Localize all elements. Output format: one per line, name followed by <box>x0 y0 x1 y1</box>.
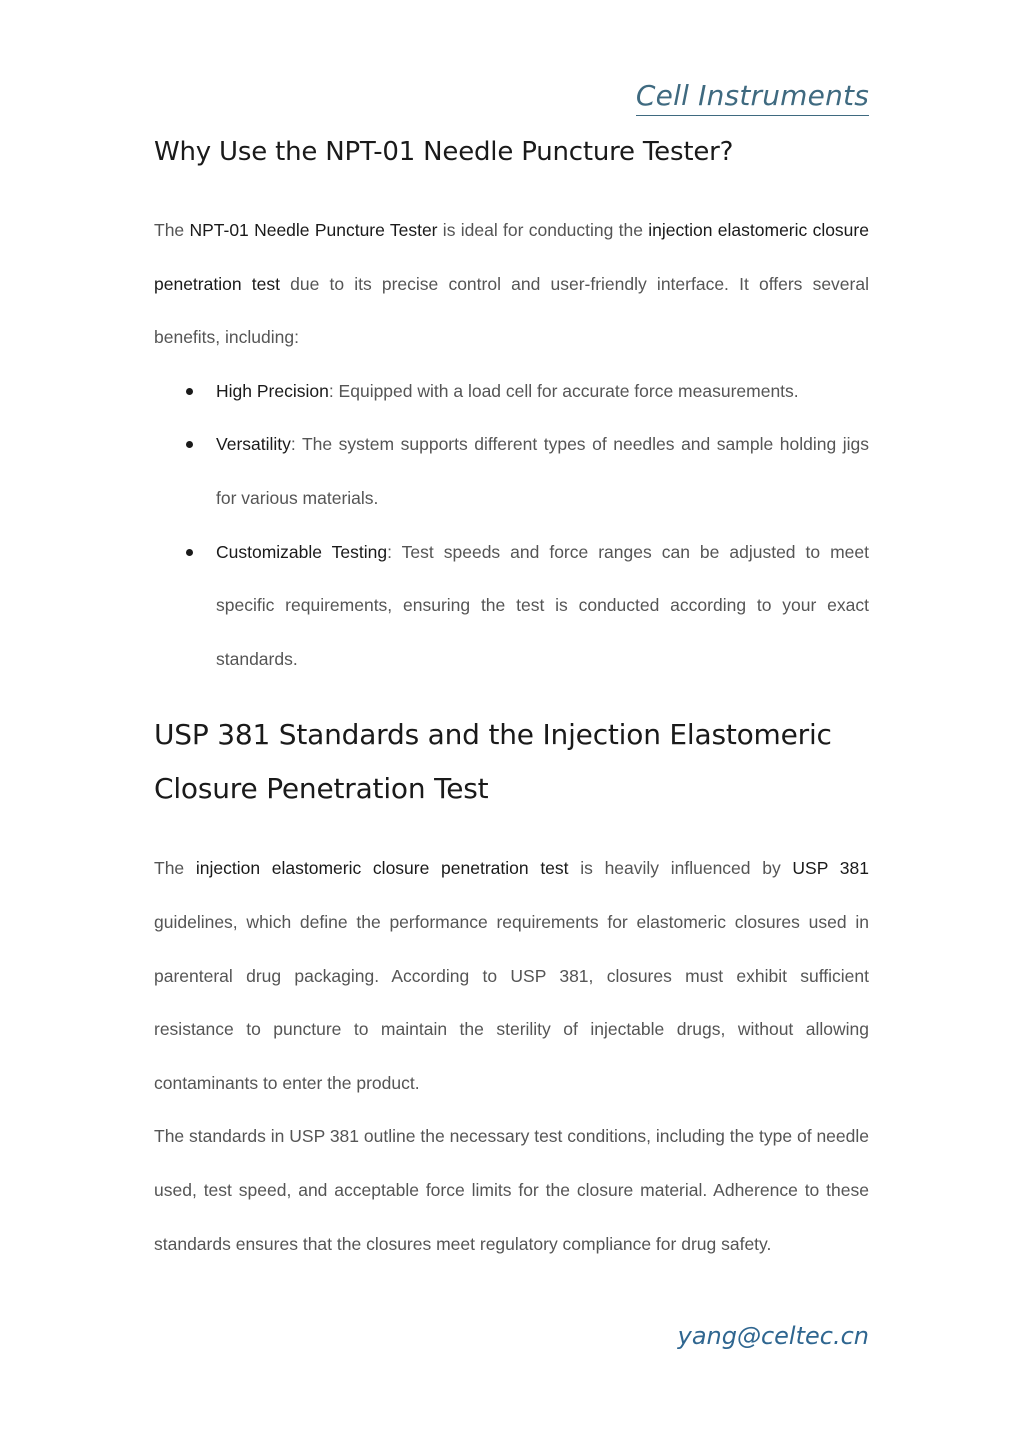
intro-text-1: The <box>154 220 190 240</box>
section-title-usp-381: USP 381 Standards and the Injection Elastomeric Closure Penetration Test <box>154 718 832 806</box>
intro-text-3: due to its precise control and user-friendly interface. It offers several benefits, including: <box>154 273 869 348</box>
usp-text-1: The <box>154 858 196 879</box>
benefit-text: : Test speeds and force ranges can be adjusted to meet specific requirements, ensuring the test is conducted according to your exact standards. <box>216 541 869 669</box>
document-body <box>154 130 869 1271</box>
test-name-link[interactable]: injection elastomeric closure penetration test <box>154 220 869 294</box>
benefit-term: Versatility <box>216 434 291 455</box>
brand-title: Cell Instruments <box>636 78 869 116</box>
benefit-text: : The system supports different types of needles and sample holding jigs for various materials. <box>216 434 869 508</box>
intro-paragraph <box>154 204 869 365</box>
list-item <box>154 418 869 525</box>
bullet-icon <box>186 388 193 395</box>
contact-email-link[interactable]: yang@celtec.cn <box>677 1322 869 1350</box>
list-item <box>154 526 869 687</box>
usp-381-link[interactable]: USP 381 <box>792 858 869 879</box>
benefit-term: Customizable Testing <box>216 541 388 562</box>
list-item <box>154 365 869 419</box>
usp-text-3: guidelines, which define the performance requirements for elastomeric closures used in parenteral drug packaging. According to USP 381, closures must exhibit sufficient resistance to puncture to maintain the sterility of injectable drugs, without allowing contaminants to enter the product. <box>154 911 869 1093</box>
usp-text-2: is heavily influenced by <box>568 858 793 879</box>
bullet-icon <box>186 549 193 556</box>
intro-text-2: is ideal for conducting the <box>437 220 649 240</box>
benefit-text: : Equipped with a load cell for accurate force measurements. <box>328 380 799 401</box>
benefits-list <box>154 365 869 687</box>
usp-paragraph-1 <box>154 842 869 1110</box>
section-title-why-use: Why Use the NPT-01 Needle Puncture Tester? <box>154 137 734 167</box>
benefit-term: High Precision <box>216 380 329 401</box>
usp-paragraph-2: The standards in USP 381 outline the necessary test conditions, including the type of needle used, test speed, and acceptable force limits for the closure material. Adherence to these standards ensures that the closures meet regulatory compliance for drug safety. <box>154 1126 869 1254</box>
product-name-link[interactable]: NPT-01 Needle Puncture Tester <box>189 220 438 240</box>
test-name-link[interactable]: injection elastomeric closure penetration test <box>195 858 569 879</box>
bullet-icon <box>186 441 193 448</box>
